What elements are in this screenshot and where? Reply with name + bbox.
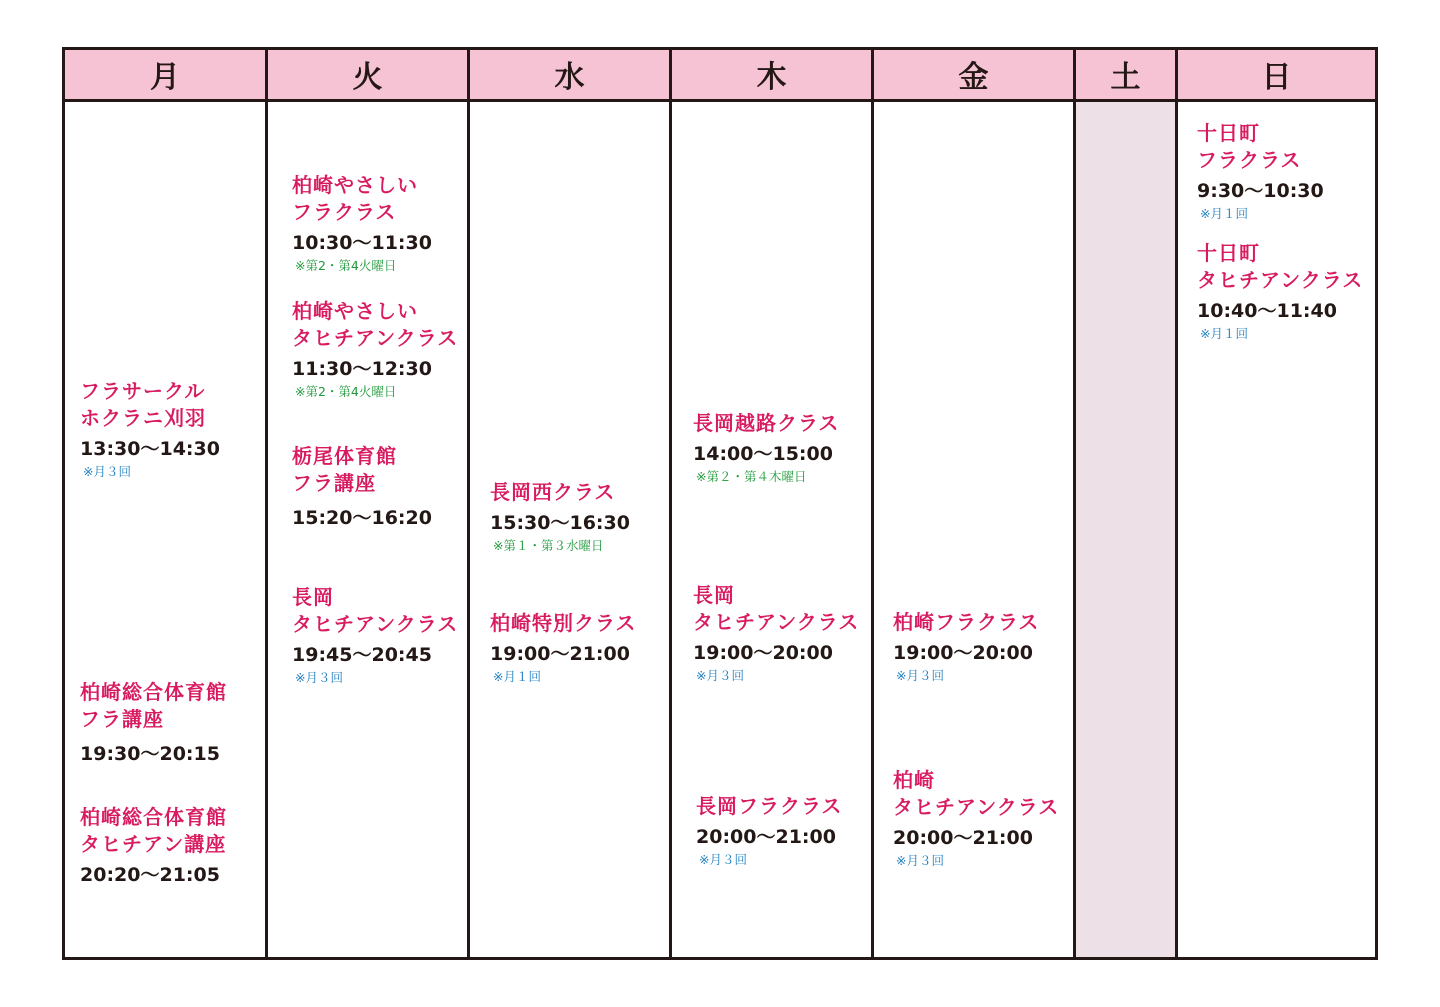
class-name: 長岡越路クラス: [693, 411, 840, 435]
class-time: 19:45〜20:45: [292, 644, 432, 666]
class-note: ※月３回: [696, 668, 744, 683]
class-name: 柏崎やさしい: [292, 173, 418, 197]
class-entry-mon-3: [80, 804, 227, 887]
class-time: 20:20〜21:05: [80, 864, 220, 886]
class-name: 柏崎総合体育館: [80, 805, 227, 829]
class-name: フラサークル: [80, 379, 206, 403]
class-note: ※月３回: [295, 670, 343, 685]
class-name: 栃尾体育館: [292, 444, 397, 468]
header-friday: 金: [958, 60, 989, 95]
day-header-row: [65, 50, 1375, 102]
class-name: タヒチアンクラス: [292, 612, 459, 636]
class-name: ホクラニ刈羽: [80, 406, 206, 430]
column-divider: [871, 50, 874, 957]
class-time: 15:20〜16:20: [292, 507, 432, 529]
class-entry-sun-2: [1197, 240, 1363, 342]
class-name: 長岡フラクラス: [696, 794, 843, 818]
class-time: 10:30〜11:30: [292, 232, 432, 254]
class-time: 20:00〜21:00: [893, 827, 1033, 849]
class-note: ※月１回: [1200, 326, 1248, 341]
class-name: フラクラス: [292, 200, 397, 224]
class-note: ※第2・第4火曜日: [295, 258, 397, 273]
class-time: 19:30〜20:15: [80, 743, 220, 765]
saturday-column-background: [1076, 102, 1175, 957]
class-note: ※月１回: [493, 669, 541, 684]
class-entry-tue-4: [292, 584, 458, 686]
class-time: 20:00〜21:00: [696, 826, 836, 848]
class-note: ※月３回: [699, 852, 747, 867]
class-time: 15:30〜16:30: [490, 512, 630, 534]
weekly-schedule-table: [62, 47, 1378, 960]
class-note: ※月３回: [83, 464, 131, 479]
class-name: 十日町: [1197, 121, 1260, 145]
class-time: 19:00〜20:00: [893, 642, 1033, 664]
class-name: タヒチアンクラス: [292, 326, 459, 350]
class-name: フラクラス: [1197, 148, 1302, 172]
header-saturday: 土: [1110, 60, 1141, 95]
class-name: フラ講座: [292, 471, 376, 495]
class-entry-thu-3: [696, 793, 842, 868]
class-name: 長岡: [292, 585, 334, 609]
class-name: フラ講座: [80, 707, 164, 731]
class-name: タヒチアンクラス: [893, 795, 1060, 819]
class-entry-mon-1: [80, 378, 220, 480]
class-entry-mon-2: [80, 679, 227, 766]
class-name: タヒチアンクラス: [1197, 268, 1364, 292]
class-name: 柏崎総合体育館: [80, 680, 227, 704]
class-note: ※第１・第３水曜日: [493, 538, 604, 553]
class-time: 14:00〜15:00: [693, 443, 833, 465]
class-name: 柏崎フラクラス: [893, 610, 1040, 634]
column-divider: [265, 50, 268, 957]
class-note: ※月３回: [896, 668, 944, 683]
column-divider: [669, 50, 672, 957]
class-name: タヒチアンクラス: [693, 610, 860, 634]
class-time: 19:00〜21:00: [490, 643, 630, 665]
class-entry-wed-2: [490, 610, 636, 685]
class-time: 13:30〜14:30: [80, 438, 220, 460]
header-tuesday: 火: [352, 60, 383, 95]
class-name: タヒチアン講座: [80, 832, 227, 856]
class-time: 19:00〜20:00: [693, 642, 833, 664]
class-note: ※第２・第４木曜日: [696, 469, 807, 484]
class-entry-tue-3: [292, 443, 432, 530]
class-name: 十日町: [1197, 241, 1260, 265]
class-entry-thu-1: [693, 410, 839, 485]
class-entry-tue-1: [292, 172, 432, 274]
column-divider: [1073, 50, 1076, 957]
class-time: 10:40〜11:40: [1197, 300, 1337, 322]
class-name: 長岡西クラス: [490, 480, 616, 504]
class-entry-wed-1: [490, 479, 630, 554]
header-wednesday: 水: [554, 60, 585, 95]
class-entry-thu-2: [693, 582, 859, 684]
class-entry-tue-2: [292, 298, 458, 400]
class-note: ※第2・第4火曜日: [295, 384, 397, 399]
class-time: 9:30〜10:30: [1197, 180, 1324, 202]
class-name: 柏崎やさしい: [292, 299, 418, 323]
class-entry-fri-1: [893, 609, 1039, 684]
column-divider: [467, 50, 470, 957]
class-note: ※月３回: [896, 853, 944, 868]
class-name: 柏崎特別クラス: [490, 611, 637, 635]
column-divider: [1175, 50, 1178, 957]
class-entry-fri-2: [893, 767, 1059, 869]
header-monday: 月: [150, 60, 180, 95]
header-thursday: 木: [756, 60, 787, 95]
class-name: 長岡: [693, 583, 735, 607]
class-entry-sun-1: [1197, 120, 1324, 222]
class-time: 11:30〜12:30: [292, 358, 432, 380]
header-sunday: 日: [1261, 60, 1292, 95]
class-note: ※月１回: [1200, 206, 1248, 221]
class-name: 柏崎: [893, 768, 935, 792]
